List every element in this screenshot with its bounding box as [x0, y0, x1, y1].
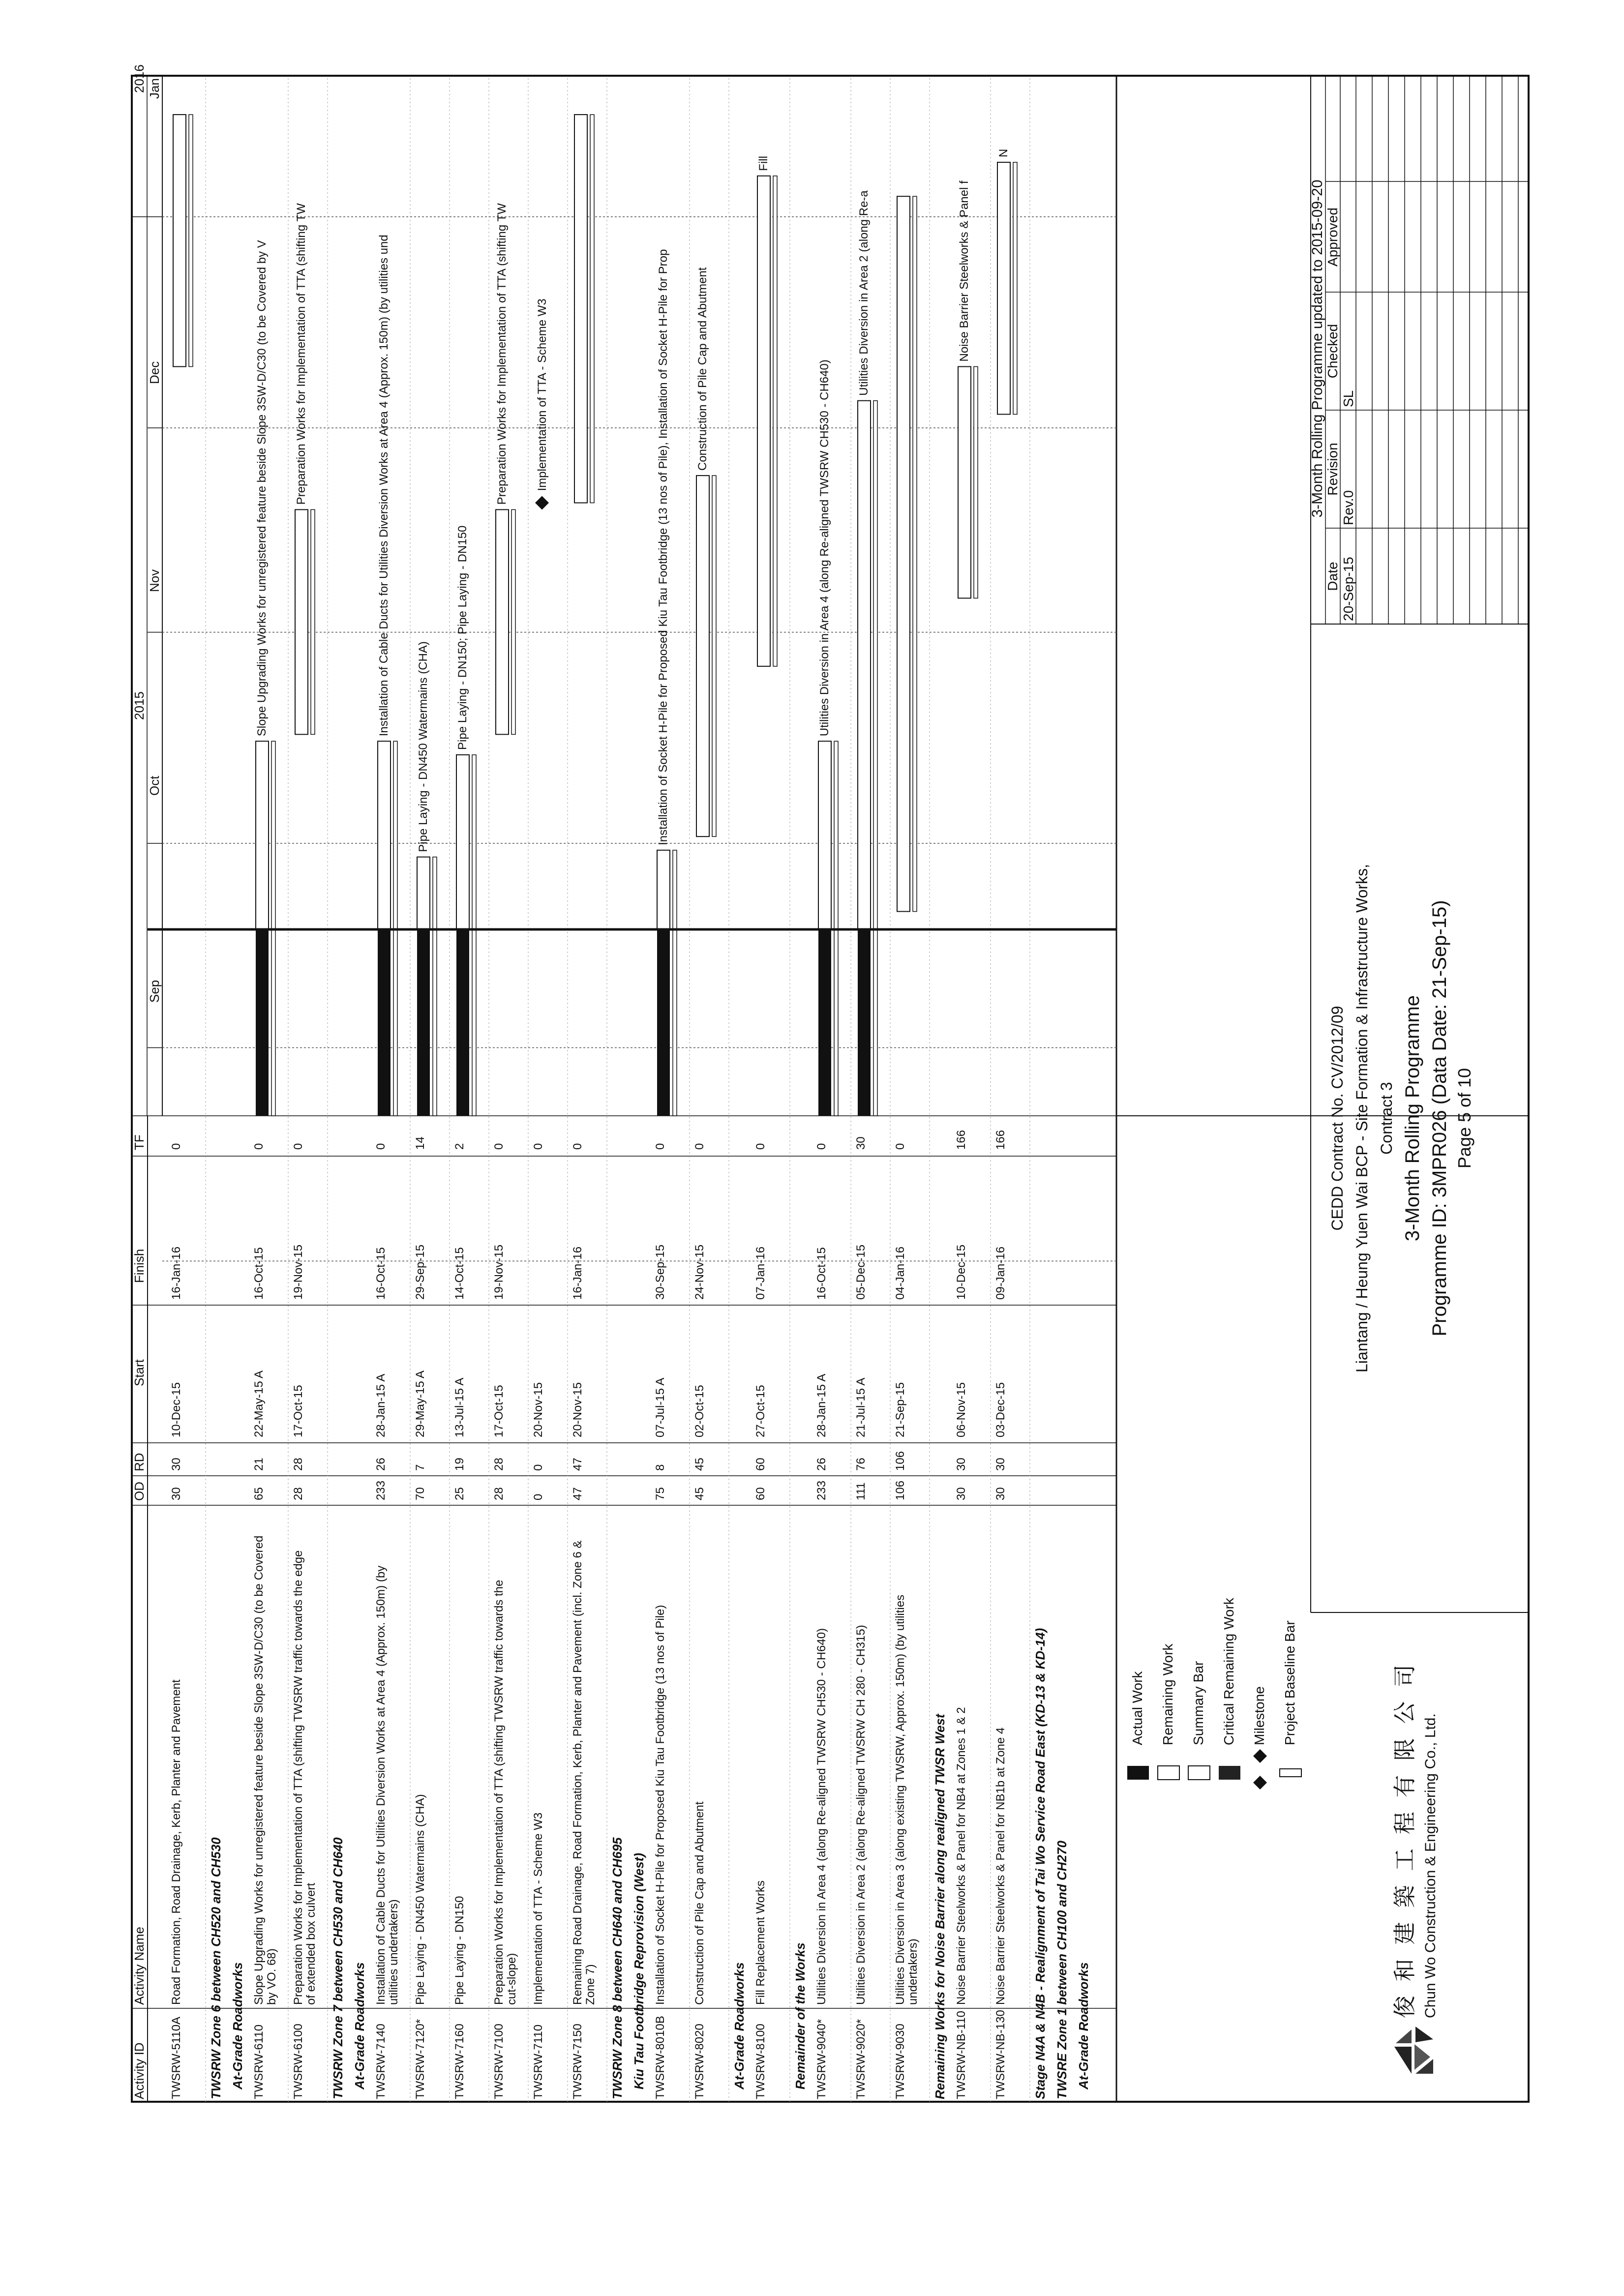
cell-od: 30 — [955, 1487, 968, 1500]
cell-finish: 09-Jan-16 — [994, 1246, 1007, 1300]
remaining-work-bar — [295, 509, 308, 734]
remaining-work-bar — [858, 401, 871, 929]
baseline-bar — [712, 476, 716, 836]
cell-rd: 30 — [170, 1458, 183, 1471]
rev-date: 20-Sep-15 — [1341, 557, 1356, 621]
activity-id: TWSRW-8100 — [754, 2024, 767, 2099]
cell-tf: 0 — [571, 1143, 584, 1150]
cell-tf: 30 — [854, 1136, 868, 1150]
activity-id: TWSRW-7100 — [492, 2024, 506, 2099]
cell-od: 233 — [815, 1480, 828, 1500]
activity-name: Utilities Diversion in Area 2 (along Re-aligned TWSRW CH 280 - CH315) — [854, 1625, 868, 2005]
group-subheading: Remainder of the Works — [793, 1942, 808, 2089]
bar-label: Preparation Works for Implementation of TTA (shifting TW — [495, 203, 509, 505]
cell-start: 28-Jan-15 A — [374, 1373, 388, 1437]
rev-checked: SL — [1341, 390, 1356, 407]
bar-label: Utilities Diversion in Area 2 (along Re-a — [857, 190, 871, 396]
cell-finish: 16-Jan-16 — [571, 1246, 584, 1300]
group-subheading: Kiu Tau Footbridge Reprovision (West) — [632, 1853, 646, 2089]
activity-name: Noise Barrier Steelworks & Panel for NB4 at Zones 1 & 2 — [955, 1707, 968, 2005]
baseline-bar — [433, 857, 437, 1116]
actual-work-bar — [456, 929, 469, 1116]
bar-label: Slope Upgrading Works for unregistered feature beside Slope 3SW-D/C30 (to be Covered by V — [255, 240, 269, 737]
cell-od: 0 — [532, 1493, 545, 1500]
cell-tf: 2 — [453, 1143, 466, 1150]
cell-od: 70 — [414, 1487, 427, 1500]
activity-id: TWSRW-5110A — [170, 2016, 183, 2099]
activity-name: Installation of Cable Ducts for Utilities Diversion Works at Area 4 (Approx. 150m) (byutilities undertakers) — [374, 1565, 400, 2005]
cell-od: 30 — [170, 1487, 183, 1500]
cell-start: 06-Nov-15 — [955, 1382, 968, 1437]
month-sep: Sep — [147, 980, 162, 1003]
header-start: Start — [132, 1359, 147, 1386]
section-heading — [793, 1942, 808, 2089]
bar-label: Preparation Works for Implementation of TTA (shifting TW — [295, 203, 308, 505]
cell-tf: 0 — [654, 1143, 667, 1150]
cell-start: 22-May-15 A — [252, 1370, 266, 1437]
company-logo — [1392, 1661, 1439, 2074]
remaining-work-bar — [818, 741, 831, 929]
cell-start: 20-Nov-15 — [571, 1382, 584, 1437]
legend-label: Project Baseline Bar — [1282, 1620, 1297, 1745]
cell-od: 75 — [654, 1487, 667, 1500]
cell-od: 28 — [492, 1487, 506, 1500]
activity-id: TWSRW-7140 — [374, 2024, 388, 2099]
cell-tf: 0 — [170, 1143, 183, 1150]
header-tf: TF — [132, 1134, 147, 1150]
contract-number: CEDD Contract No. CV/2012/09 — [1328, 1006, 1346, 1231]
cell-tf: 0 — [292, 1143, 305, 1150]
programme-id: Programme ID: 3MPR026 (Data Date: 21-Sep-15) — [1429, 900, 1450, 1337]
group-heading: Remaining Works for Noise Barrier along realigned TWSR West — [932, 1714, 947, 2099]
cell-start: 07-Jul-15 A — [654, 1377, 667, 1437]
group-heading: Stage N4A & N4B - Realignment of Tai Wo Service Road East (KD-13 & KD-14) — [1033, 1628, 1048, 2099]
baseline-bar — [311, 509, 315, 734]
cell-tf: 0 — [252, 1143, 266, 1150]
cell-tf: 0 — [374, 1143, 388, 1150]
remaining-work-bar — [958, 367, 971, 598]
remaining-work-bar — [696, 476, 709, 836]
section-heading — [209, 1837, 223, 2099]
cell-start: 13-Jul-15 A — [453, 1377, 466, 1437]
actual-work-bar — [417, 929, 430, 1116]
remaining-work-bar — [173, 115, 186, 366]
summary-swatch-icon — [1188, 1766, 1210, 1780]
year-2016: 2016 — [132, 64, 147, 93]
rev-header-date: Date — [1325, 562, 1340, 591]
cell-rd: 7 — [414, 1464, 427, 1471]
cell-tf: 0 — [532, 1143, 545, 1150]
cell-rd: 19 — [453, 1458, 466, 1471]
actual-work-bar — [256, 929, 269, 1116]
group-subheading: At-Grade Roadworks — [230, 1962, 245, 2089]
legend-label: Summary Bar — [1191, 1661, 1206, 1745]
header-activity-id: Activity ID — [132, 2042, 147, 2099]
remaining-work-bar — [417, 857, 430, 929]
remaining-work-bar — [657, 850, 670, 929]
cell-od: 65 — [252, 1487, 266, 1500]
critical-swatch-icon — [1219, 1766, 1240, 1780]
header-rd: RD — [132, 1453, 147, 1471]
activity-id: TWSRW-7120* — [414, 2019, 427, 2099]
actual-work-bar — [858, 929, 871, 1116]
cell-tf: 0 — [693, 1143, 706, 1150]
cell-start: 29-May-15 A — [414, 1370, 427, 1437]
remaining-work-bar — [256, 741, 269, 929]
activity-id: TWSRW-6100 — [292, 2024, 305, 2099]
cell-finish: 16-Oct-15 — [374, 1247, 388, 1300]
activity-name: Road Formation, Road Drainage, Kerb, Planter and Pavement — [170, 1679, 183, 2005]
group-subheading: At-Grade Roadworks — [352, 1962, 367, 2089]
cell-od: 47 — [571, 1487, 584, 1500]
section-heading — [352, 1962, 367, 2090]
month-dec: Dec — [147, 361, 162, 384]
cell-finish: 05-Dec-15 — [854, 1244, 868, 1300]
activity-id: TWSRW-8020 — [693, 2024, 706, 2099]
bar-label: N — [997, 149, 1010, 157]
remaining-swatch-icon — [1158, 1766, 1179, 1780]
activity-id: TWSRW-9020* — [854, 2019, 868, 2099]
cell-finish: 07-Jan-16 — [754, 1246, 767, 1300]
bar-label: Pipe Laying - DN150; Pipe Laying - DN150 — [456, 525, 469, 750]
legend-label: Milestone — [1252, 1686, 1267, 1745]
cell-od: 30 — [994, 1487, 1007, 1500]
rev-header-checked: Checked — [1325, 324, 1340, 379]
month-nov: Nov — [147, 569, 162, 592]
remaining-work-bar — [997, 162, 1010, 414]
section-heading — [331, 1837, 345, 2099]
cell-start: 20-Nov-15 — [532, 1382, 545, 1437]
cell-od: 25 — [453, 1487, 466, 1500]
bar-label: Implementation of TTA - Scheme W3 — [536, 298, 549, 491]
header-od: OD — [132, 1482, 147, 1501]
rev-revision: Rev.0 — [1341, 490, 1356, 525]
cell-finish: 10-Dec-15 — [955, 1244, 968, 1300]
activity-id: TWSRW-9030 — [894, 2024, 907, 2099]
activity-name: Pipe Laying - DN150 — [453, 1896, 466, 2005]
cell-start: 21-Jul-15 A — [854, 1377, 868, 1437]
cell-tf: 166 — [955, 1130, 968, 1150]
baseline-bar — [873, 401, 877, 1116]
activity-name: Fill Replacement Works — [754, 1880, 767, 2005]
section-heading — [610, 1837, 625, 2099]
remaining-work-bar — [378, 741, 391, 929]
cell-start: 10-Dec-15 — [170, 1382, 183, 1437]
legend-label: Actual Work — [1130, 1671, 1145, 1745]
group-subheading: At-Grade Roadworks — [1076, 1962, 1091, 2089]
activity-id: TWSRW-8010B — [654, 2016, 667, 2099]
cell-od: 106 — [894, 1480, 907, 1500]
activity-id: TWSRW-NB-110 — [955, 2010, 968, 2099]
contract-title: Contract 3 — [1378, 1082, 1395, 1155]
activity-id: TWSRW-7160 — [453, 2024, 466, 2099]
cell-rd: 30 — [994, 1458, 1007, 1471]
bar-label: Installation of Cable Ducts for Utilities Diversion Works at Area 4 (Approx. 150m) (by utilities und — [377, 235, 391, 737]
activity-name: Pipe Laying - DN450 Watermains (CHA) — [414, 1794, 427, 2005]
month-jan: Jan — [147, 78, 162, 99]
group-subheading: At-Grade Roadworks — [732, 1962, 747, 2089]
cell-finish: 04-Jan-16 — [894, 1246, 907, 1300]
legend-label: Remaining Work — [1160, 1643, 1175, 1745]
cell-od: 233 — [374, 1480, 388, 1500]
cell-finish: 19-Nov-15 — [292, 1244, 305, 1300]
cell-start: 17-Oct-15 — [492, 1385, 506, 1437]
cell-start: 27-Oct-15 — [754, 1385, 767, 1437]
activity-name: Installation of Socket H-Pile for Proposed Kiu Tau Footbridge (13 nos of Pile) — [654, 1605, 667, 2005]
baseline-bar — [472, 755, 476, 1116]
page-number: Page 5 of 10 — [1454, 1068, 1474, 1169]
baseline-bar — [913, 196, 917, 911]
baseline-bar — [1013, 162, 1017, 414]
cell-start: 28-Jan-15 A — [815, 1373, 828, 1437]
cell-rd: 45 — [693, 1458, 706, 1471]
activity-name: Utilities Diversion in Area 3 (along existing TWSRW, Approx. 150m) (by utilitiesundertakers) — [894, 1594, 920, 2005]
year-2015: 2015 — [132, 691, 147, 720]
activity-name: Construction of Pile Cap and Abutment — [693, 1801, 706, 2005]
company-chinese-name: 俊 和 建 築 工 程 有 限 公 司 — [1392, 1660, 1417, 2018]
bar-label: Construction of Pile Cap and Abutment — [696, 267, 709, 471]
cell-finish: 14-Oct-15 — [453, 1247, 466, 1300]
cell-rd: 0 — [532, 1464, 545, 1471]
cell-tf: 0 — [754, 1143, 767, 1150]
project-title: Liantang / Heung Yuen Wai BCP - Site Formation & Infrastructure Works, — [1353, 864, 1371, 1372]
cell-start: 21-Sep-15 — [894, 1382, 907, 1437]
header-finish: Finish — [132, 1249, 147, 1283]
group-heading: TWSRW Zone 7 between CH530 and CH640 — [331, 1837, 345, 2099]
cell-start: 17-Oct-15 — [292, 1385, 305, 1437]
cell-finish: 29-Sep-15 — [414, 1244, 427, 1300]
baseline-swatch-icon — [1280, 1769, 1301, 1777]
activity-name: Preparation Works for Implementation of TTA (shifting TWSRW traffic towards thecut-slope) — [492, 1580, 518, 2005]
remaining-work-bar — [757, 176, 770, 666]
activity-name: Slope Upgrading Works for unregistered feature beside Slope 3SW-D/C30 (to be Coveredby VO. 68) — [252, 1535, 278, 2005]
remaining-work-bar — [897, 196, 910, 911]
group-heading: TWSRW Zone 8 between CH640 and CH695 — [610, 1837, 625, 2099]
cell-rd: 47 — [571, 1458, 584, 1471]
cell-tf: 0 — [815, 1143, 828, 1150]
activity-id: TWSRW-7110 — [532, 2024, 545, 2099]
cell-rd: 8 — [654, 1464, 667, 1471]
bar-label: Utilities Diversion in Area 4 (along Re-aligned TWSRW CH530 - CH640) — [818, 359, 831, 737]
activity-id: TWSRW-NB-130 — [994, 2010, 1007, 2099]
cell-finish: 16-Jan-16 — [170, 1246, 183, 1300]
section-heading — [1054, 1841, 1069, 2099]
bar-label: Installation of Socket H-Pile for Proposed Kiu Tau Footbridge (13 nos of Pile), Installation of Socket H-Pile for Prop — [657, 249, 670, 845]
cell-rd: 30 — [955, 1458, 968, 1471]
cell-finish: 16-Oct-15 — [252, 1247, 266, 1300]
bar-label: Pipe Laying - DN450 Watermains (CHA) — [417, 641, 430, 852]
header-activity-name: Activity Name — [132, 1927, 147, 2005]
cell-tf: 14 — [414, 1136, 427, 1150]
cell-finish: 24-Nov-15 — [693, 1244, 706, 1300]
activity-name: Utilities Diversion in Area 4 (along Re-aligned TWSRW CH530 - CH640) — [815, 1628, 828, 2005]
cell-finish: 30-Sep-15 — [654, 1244, 667, 1300]
cell-rd: 76 — [854, 1458, 868, 1471]
programme-title: 3-Month Rolling Programme — [1402, 995, 1423, 1242]
cell-rd: 28 — [492, 1458, 506, 1471]
activity-name: Remaining Road Drainage, Road Formation, Kerb, Planter and Pavement (incl. Zone 6 &Zone 7) — [571, 1540, 597, 2005]
group-heading: TWSRE Zone 1 between CH100 and CH270 — [1054, 1841, 1069, 2099]
section-heading — [732, 1962, 747, 2090]
cell-rd: 106 — [894, 1451, 907, 1471]
activity-id: TWSRW-9040* — [815, 2019, 828, 2099]
rev-header-revision: Revision — [1325, 443, 1340, 496]
cell-od: 111 — [854, 1482, 868, 1500]
cell-rd: 21 — [252, 1458, 266, 1471]
company-english-name: Chun Wo Construction & Engineering Co., Ltd. — [1422, 1713, 1439, 2018]
rev-header-approved: Approved — [1325, 208, 1340, 267]
cell-rd: 26 — [815, 1458, 828, 1471]
revision-title: 3-Month Rolling Programme updated to 2015-09-20 — [1309, 179, 1325, 518]
cell-od: 28 — [292, 1487, 305, 1500]
cell-tf: 166 — [994, 1130, 1007, 1150]
baseline-bar — [511, 509, 515, 734]
baseline-bar — [773, 176, 777, 666]
activity-id: TWSRW-7150 — [571, 2024, 584, 2099]
cell-od: 60 — [754, 1487, 767, 1500]
section-heading — [932, 1713, 947, 2099]
cell-tf: 0 — [894, 1143, 907, 1150]
month-oct: Oct — [147, 775, 162, 796]
remaining-work-bar — [574, 115, 587, 503]
baseline-bar — [974, 367, 978, 598]
cell-rd: 28 — [292, 1458, 305, 1471]
cell-finish: 19-Nov-15 — [492, 1244, 506, 1300]
legend-label: Critical Remaining Work — [1221, 1598, 1236, 1745]
cell-tf: 0 — [492, 1143, 506, 1150]
bar-label: Noise Barrier Steelworks & Panel f — [958, 180, 971, 362]
actual-work-bar — [657, 929, 670, 1116]
section-heading — [230, 1962, 245, 2090]
remaining-work-bar — [456, 755, 469, 929]
remaining-work-bar — [496, 509, 509, 734]
cell-start: 02-Oct-15 — [693, 1385, 706, 1437]
cell-od: 45 — [693, 1487, 706, 1500]
group-heading: TWSRW Zone 6 between CH520 and CH530 — [209, 1837, 223, 2099]
actual-work-bar — [818, 929, 831, 1116]
activity-name: Noise Barrier Steelworks & Panel for NB1b at Zone 4 — [994, 1727, 1007, 2005]
actual-swatch-icon — [1127, 1766, 1149, 1780]
bar-label: Fill — [757, 156, 770, 171]
activity-name: Preparation Works for Implementation of TTA (shifting TWSRW traffic towards the edgeof extended box culvert — [292, 1550, 318, 2005]
cell-rd: 26 — [374, 1458, 388, 1471]
actual-work-bar — [378, 929, 391, 1116]
section-heading — [1033, 1628, 1048, 2099]
cell-finish: 16-Oct-15 — [815, 1247, 828, 1300]
baseline-bar — [189, 115, 193, 366]
section-heading — [1076, 1962, 1091, 2090]
baseline-bar — [590, 115, 594, 503]
baseline-bar — [673, 850, 677, 1116]
activity-id: TWSRW-6110 — [252, 2024, 266, 2099]
cell-rd: 60 — [754, 1458, 767, 1471]
cell-start: 03-Dec-15 — [994, 1382, 1007, 1437]
section-heading — [632, 1853, 646, 2089]
activity-name: Implementation of TTA - Scheme W3 — [532, 1812, 545, 2005]
